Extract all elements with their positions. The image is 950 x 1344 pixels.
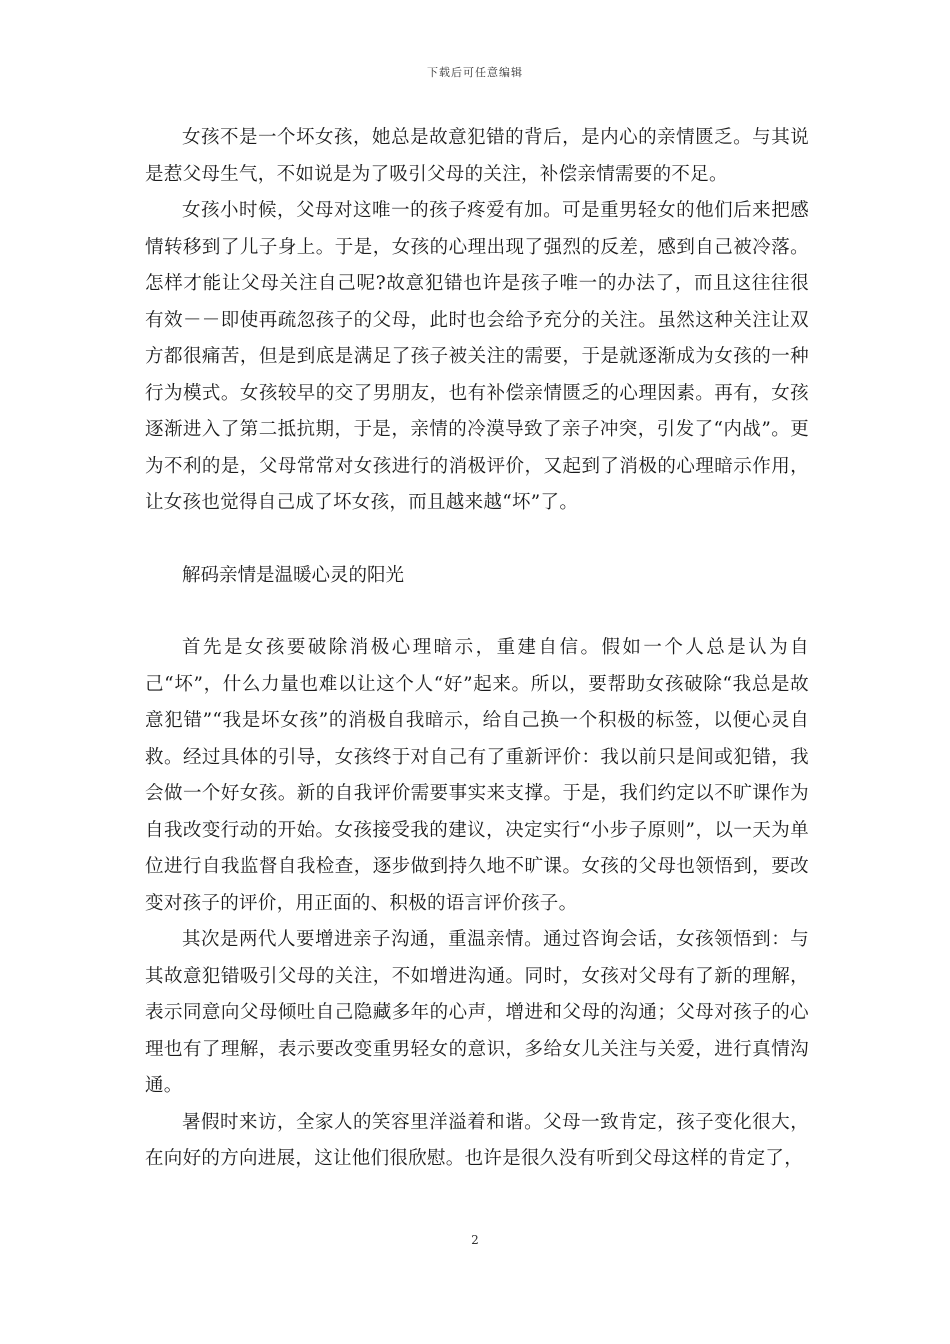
page-header: 下载后可任意编辑 — [427, 66, 523, 79]
paragraph-3: 首先是女孩要破除消极心理暗示，重建自信。假如一个人总是认为自己“坏”，什么力量也难以让这个人“好”起来。所以，要帮助女孩破除“我总是故意犯错”“我是坏女孩”的消极自我暗示，给自己换一个积极的标签，以便心灵自救。经过具体的引导，女孩终于对自己有了重新评价：我以前只是间或犯错，我会做一个好女孩。新的自我评价需要事实来支撑。于是，我们约定以不旷课作为自我改变行动的开始。女孩接受我的建议，决定实行“小步子原则”，以一天为单位进行自我监督自我检查，逐步做到持久地不旷课。女孩的父母也领悟到，要改变对孩子的评价，用正面的、积极的语言评价孩子。 — [145, 637, 809, 914]
page-number: 2 — [471, 1233, 479, 1247]
document-body — [145, 120, 809, 1178]
paragraph-4: 其次是两代人要增进亲子沟通，重温亲情。通过咨询会话，女孩领悟到：与其故意犯错吸引父母的关注，不如增进沟通。同时，女孩对父母有了新的理解，表示同意向父母倾吐自己隐藏多年的心声，增进和父母的沟通；父母对孩子的心理也有了理解，表示要改变重男轻女的意识，多给女儿关注与关爱，进行真情沟通。 — [145, 929, 809, 1096]
paragraph-1: 女孩不是一个坏女孩，她总是故意犯错的背后，是内心的亲情匮乏。与其说是惹父母生气，不如说是为了吸引父母的关注，补偿亲情需要的不足。 — [145, 127, 809, 185]
paragraph-2: 女孩小时候，父母对这唯一的孩子疼爱有加。可是重男轻女的他们后来把感情转移到了儿子身上。于是，女孩的心理出现了强烈的反差，感到自己被冷落。怎样才能让父母关注自己呢?故意犯错也许是孩子唯一的办法了，而且这往往很有效－－即使再疏忽孩子的父母，此时也会给予充分的关注。虽然这种关注让双方都很痛苦，但是到底是满足了孩子被关注的需要，于是就逐渐成为女孩的一种行为模式。女孩较早的交了男朋友，也有补偿亲情匮乏的心理因素。再有，女孩逐渐进入了第二抵抗期，于是，亲情的冷漠导致了亲子冲突，引发了“内战”。更为不利的是，父母常常对女孩进行的消极评价，又起到了消极的心理暗示作用，让女孩也觉得自己成了坏女孩，而且越来越“坏”了。 — [145, 200, 809, 513]
section-heading: 解码亲情是温暖心灵的阳光 — [182, 564, 405, 586]
paragraph-5: 暑假时来访，全家人的笑容里洋溢着和谐。父母一致肯定，孩子变化很大，在向好的方向进展，这让他们很欣慰。也许是很久没有听到父母这样的肯定了， — [145, 1111, 809, 1169]
